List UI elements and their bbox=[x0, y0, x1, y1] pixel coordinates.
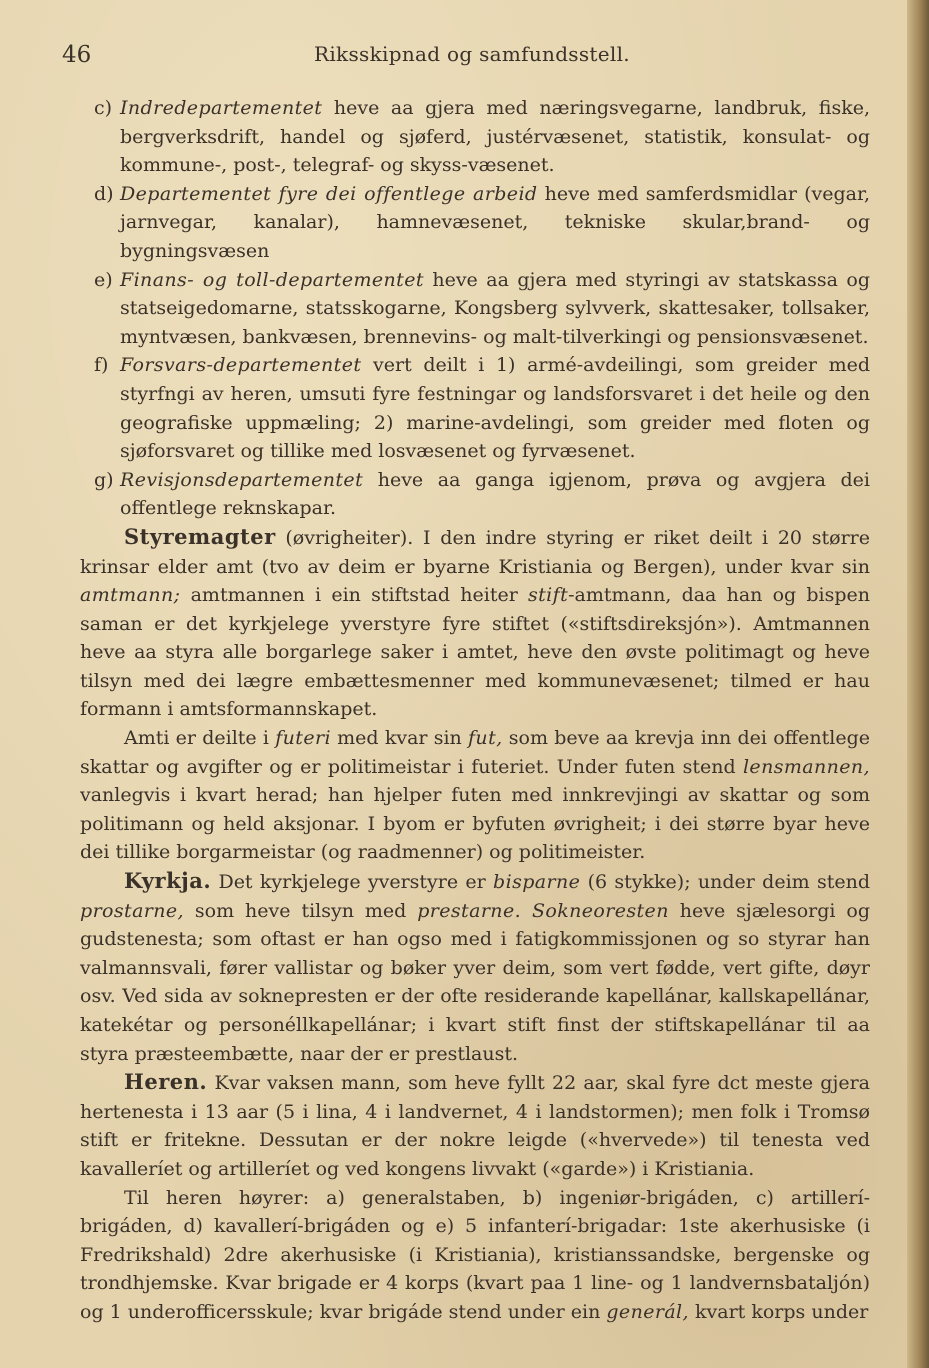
emphasis-text: Sokneoresten bbox=[531, 899, 669, 922]
paragraph-heren bbox=[80, 1068, 870, 1183]
section-heading-heren: Heren. bbox=[124, 1069, 208, 1095]
ministry-name: Finans- og toll-departementet bbox=[120, 268, 424, 291]
item-letter: c) bbox=[94, 97, 113, 119]
paragraph-text: amtmannen i ein stiftstad heiter bbox=[180, 584, 528, 607]
ministry-item-c bbox=[80, 94, 870, 180]
ministry-text: vert deilt i 1) armé-avdeilingi, som greider med styrfngi av heren, umsuti fyre festningar og landsforsvaret i det heile og den geografiske uppmæling; 2) marine-avdelingi, som greider med floten og sjøforsvaret og tillike med losvæsenet og fyrvæsenet. bbox=[120, 354, 870, 463]
paragraph-text: vanlegvis i kvart herad; han hjelper futen med innkrevjingi av skattar og som politimann og held aksjonar. I byom er byfuten øvrigheit; i dei større byar heve dei tillike borgarmeistar (og raadmenner) og politimeister. bbox=[80, 784, 870, 864]
paragraph-text: Det kyrkjelege yverstyre er bbox=[211, 871, 494, 894]
running-title: Riksskipnad og samfundsstell. bbox=[314, 42, 630, 66]
page-header bbox=[62, 38, 872, 70]
emphasis-text: prestarne. bbox=[417, 899, 522, 922]
ministry-name: Indredepartementet bbox=[120, 97, 323, 119]
paragraph-text: (6 stykke); under deim stend bbox=[580, 871, 870, 894]
emphasis-text: fut, bbox=[468, 727, 503, 750]
emphasis-text: bisparne bbox=[493, 871, 581, 894]
item-letter: d) bbox=[94, 182, 114, 205]
ministry-text: heve aa gjera med næringsvegarne, landbruk, fiske, bergverksdrift, handel og sjøferd, justérvæsenet, statistik, konsulat- og kommune-, post-, telegraf- og skyss-væsenet. bbox=[120, 97, 870, 177]
ministry-text: heve aa ganga igjenom, prøva og avgjera dei offentlege reknskapar. bbox=[120, 468, 870, 520]
paragraph-til-heren bbox=[80, 1184, 870, 1327]
ministry-item-d bbox=[80, 180, 870, 266]
ministry-name: Departementet fyre dei offentlege arbeid bbox=[120, 182, 538, 205]
paragraph-kyrkja bbox=[80, 867, 870, 1068]
ministry-item-g bbox=[80, 466, 870, 523]
ministry-item-e bbox=[80, 266, 870, 352]
ministry-text: heve med samferdsmidlar (vegar, jarnvegar, kanalar), hamnevæsenet, tekniske skular,brand- og bygningsvæsen bbox=[120, 182, 870, 262]
paragraph-text: Til heren høyrer: a) generalstaben, b) ingeniør-brigáden, c) artillerí-brigáden, d) kavallerí-brigáden og e) 5 infanterí-brigadar: 1ste akerhusiske (i Fredrikshald) 2dre akerhusiske (i Kristiania), kristianssandske, bergenske og trondhjemske. Kvar brigade er 4 korps (kvart paa 1 line- og 1 landvernsbataljón) og 1 underofficersskule; kvar brigáde stend under ein bbox=[80, 1186, 870, 1323]
emphasis-text: stift bbox=[527, 584, 569, 607]
paragraph-styremagter bbox=[80, 523, 870, 724]
item-letter: f) bbox=[94, 354, 109, 377]
ministry-item-f bbox=[80, 351, 870, 465]
section-heading-kyrkja: Kyrkja. bbox=[124, 868, 212, 894]
item-letter: e) bbox=[94, 268, 113, 291]
page-body bbox=[80, 94, 870, 1327]
emphasis-text: prostarne, bbox=[80, 899, 185, 922]
paragraph-text: som beve aa krevja inn dei offentlege skattar og avgifter og er politimeistar i futeriet. Under futen stend bbox=[80, 727, 870, 778]
emphasis-text: futeri bbox=[275, 727, 331, 750]
page-number: 46 bbox=[62, 42, 92, 68]
paragraph-text: -amtmann, daa han og bispen saman er det kyrkjelege yverstyre fyre stiftet («stiftsdireksjón»). Amtmannen heve aa styra alle borgarlege saker i amtet, heve den øvste politimagt og heve tilsyn med dei lægre embættesmenner med kommunevæsenet; tilmed er hau formann i amtsformannskapet. bbox=[80, 584, 870, 721]
ministry-name: Revisjonsdepartementet bbox=[120, 468, 364, 491]
paragraph-text bbox=[521, 900, 532, 922]
paragraph-amti bbox=[80, 724, 870, 867]
emphasis-text: amtmann; bbox=[80, 584, 181, 607]
paragraph-text: Kvar vaksen mann, som heve fyllt 22 aar, skal fyre dct meste gjera hertenesta i 13 aar (5 i lina, 4 i landvernet, 4 i landstormen); men folk i Tromsø stift er fritekne. Dessutan er der nokre leigde («hvervede») til tenesta ved kavalleríet og artilleríet og ved kongens livvakt («garde») i Kristiania. bbox=[80, 1072, 870, 1180]
ministry-name: Forsvars-departementet bbox=[120, 354, 362, 377]
paragraph-text: med kvar sin bbox=[330, 727, 468, 750]
item-letter: g) bbox=[94, 468, 114, 491]
emphasis-text: lensmannen, bbox=[742, 755, 870, 778]
paragraph-text: heve sjælesorgi og gudstenesta; som oftast er han ogso med i fatigkommissjonen og so styrar han valmannsvali, fører vallistar og bøker yver deim, som vert fødde, vert gifte, døyr osv. Ved sida av soknepresten er der ofte residerande kapellánar, kallskapellánar, katekétar og personéllkapellánar; i kvart stift finst der stiftskapellánar til aa styra præsteembætte, naar der er prestlaust. bbox=[80, 899, 870, 1065]
paragraph-text: som heve tilsyn med bbox=[184, 899, 418, 922]
paragraph-text: kvart korps under bbox=[688, 1300, 869, 1323]
emphasis-text: generál, bbox=[606, 1300, 689, 1323]
ministry-text: heve aa gjera med styringi av statskassa og statseigedomarne, statsskogarne, Kongsberg sylvverk, skattesaker, tollsaker, myntvæsen, bankvæsen, brennevins- og malt-tilverkingi og pensionsvæsenet. bbox=[120, 268, 870, 348]
paragraph-text: (øvrigheiter). I den indre styring er riket deilt i 20 større krinsar elder amt (tvo av deim er byarne Kristiania og Bergen), under kvar sin bbox=[80, 526, 870, 578]
book-spine-edge bbox=[907, 0, 929, 1368]
paragraph-text: Amti er deilte i bbox=[124, 727, 276, 750]
section-heading-styremagter: Styremagter bbox=[124, 523, 276, 549]
